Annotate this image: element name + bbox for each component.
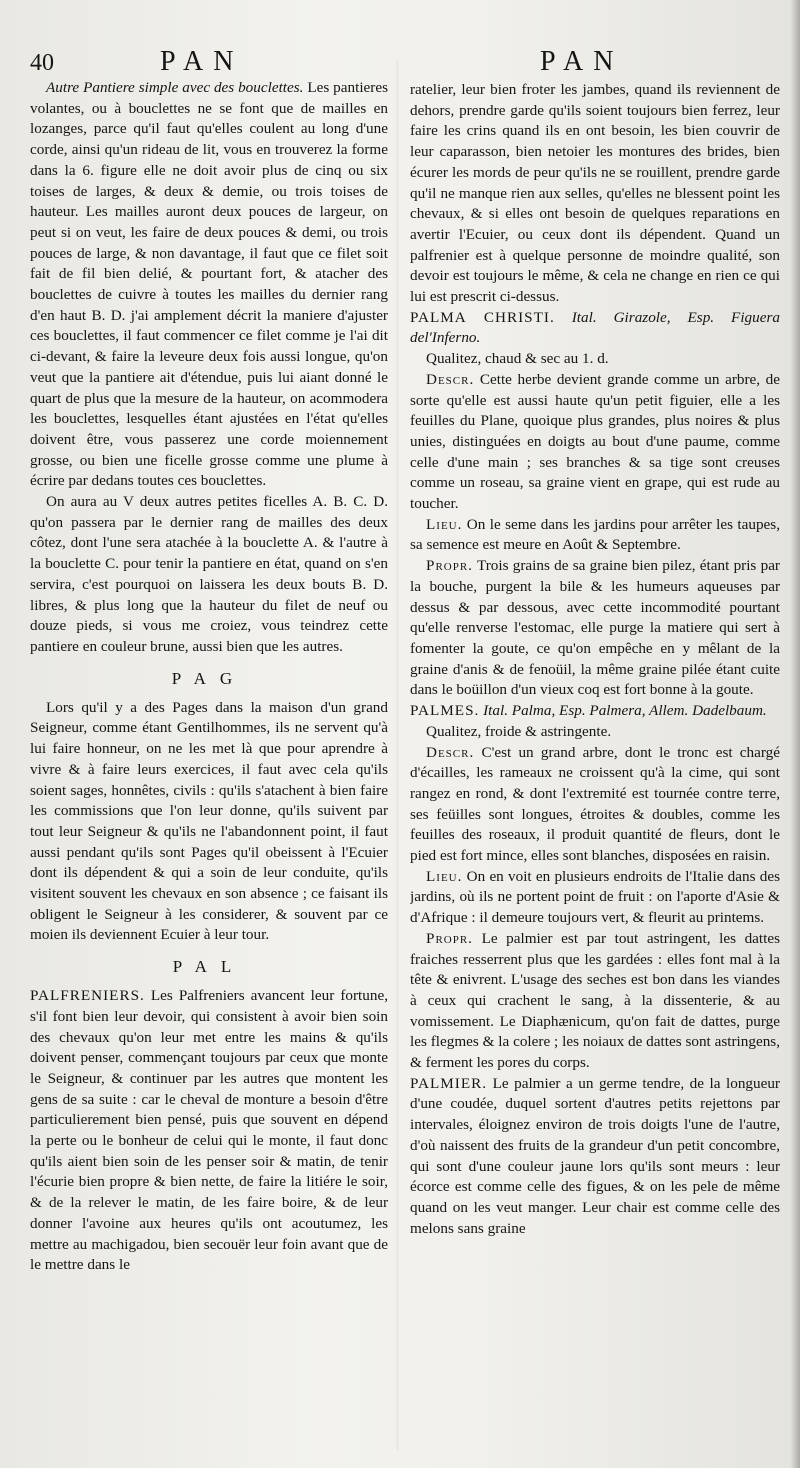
entry-title: PALFRENIERS.	[30, 987, 145, 1005]
paragraph-ficelles: On aura au V deux autres petites ficelles A. B. C. D. qu'on passera par le dernier rang de mailles des deux côtez, dont l'une sera atachée à la bouclette A. & l'autre à la bouclette C. pour tenir la pantiere en état, quand on s'en servira, c'est pourquoi on laissera les deux bouts B. D. libres, & plus long que la hauteur du filet de neuf ou douze pieds, si vous me croiez, vous teindrez cette pantiere en couleur brune, aussi bien que les autres.	[30, 493, 388, 655]
running-head-right: PAN	[540, 46, 624, 77]
paragraph-lead: Autre Pantiere simple avec des bouclettes.	[46, 79, 304, 96]
entry-names: Ital. Girazole, Esp. Figuera del'Inferno.	[410, 308, 780, 347]
entry-title: PALMES.	[410, 702, 480, 720]
palma-location: Lieu. On le seme dans les jardins pour arrêter les taupes, sa semence est meure en Août & Septembre.	[410, 515, 780, 554]
right-column	[410, 80, 780, 1460]
paragraph-text: Les pantieres volantes, ou à bouclettes ne se font que de mailles en lozanges, parce qu'il faut qu'elles coulent au long d'une corde, ainsi qu'un rideau de lit, vous en trouverez la forme dans la 6. figure elle ne doit avoir plus de cinq ou six toises de larges, & deux & demie, ou trois toises de hauteur. Les mailles auront deux pouces de largeur, on peut si on veut, les faire de deux pouces & demi, ou trois pouces de large, & non davantage, il faut que ce filet soit fait de fil bien delié, & pourtant fort, & atacher des bouclettes de cuivre à toutes les mailles du dernier rang d'en haut B. D. j'ai amplement décrit la maniere d'ajuster ces bouclettes, il faut commencer ce filet comme je l'ai dit ci-devant, & faire la leveure deux fois aussi longue, qu'on veut que la pantiere ait d'étendue, puis lui aiant donné le quart de plus que la mesure de la hauteur, on acommodera les bouclettes, lesquelles étant ajustées en l'état qu'elles doivent être, vous passerez une corde moiennement grosse, ou bien une ficelle grosse comme une plume à écrire par dedans toutes ces bouclettes.	[30, 79, 388, 490]
paragraph-pantiere	[30, 78, 388, 492]
palma-description: Descr. Cette herbe devient grande comme un arbre, de sorte qu'elle est aussi haute qu'un petit figuier, elle a les feuilles du Plane, quoique plus grandes, plus noires & plus unies, distinguées en doigts au bout d'une paume, comme celle d'une main ; ses branches & sa tige sont creuses comme un roseau, sa graine vient en grape, qui est rude au toucher.	[410, 370, 780, 513]
entry-names: Ital. Palma, Esp. Palmera, Allem. Dadelbaum.	[479, 702, 767, 720]
palma-qualities: Qualitez, chaud & sec au 1. d.	[426, 350, 609, 368]
entry-text: Le palmier a un germe tendre, de la longueur d'une coudée, duquel sortent d'autres petits rejettons par intervales, éloignez environ de trois doigts l'une de l'autre, d'où naissent des fruits de la grandeur d'un petit concombre, qui sont d'une couleur jaune lors qu'ils sont meurs : leur écorce est comme celle des figues, & on les pele de même quand on les veut manger. Leur chair est comme celle des melons sans graine	[410, 1074, 780, 1237]
entry-palfreniers	[30, 986, 388, 1276]
entry-title: PALMA CHRISTI.	[410, 308, 555, 326]
palmes-location: Lieu. On en voit en plusieurs endroits de l'Italie dans des jardins, où ils ne portent point de fruit : on l'aporte d'Asie & d'Afrique : il demeure toujours vert, & fleurit au printems.	[410, 867, 780, 927]
palmes-description: Descr. C'est un grand arbre, dont le tronc est chargé d'écailles, les rameaux ne croissent qu'à la cime, qui sont rangez en rond, & dont l'extremité est tournée contre terre, ses feüilles sont longues, étroites & doubles, comme les feuilles des roseaux, il produit quantité de fleurs, dont le pied est fort mince, elles sont blanches, disposées en raisin.	[410, 743, 780, 865]
section-heading-pal: PAL	[172, 957, 246, 977]
page-number: 40	[30, 50, 54, 76]
palma-properties: Propr. Trois grains de sa graine bien pilez, étant pris par la bouche, purgent la bile & les humeurs aqueuses par dessus & par dessous, avec cette incommodité pourtant qu'elle renverse l'estomac, elle purge la matiere qui sert à fomenter la goute, ce qu'on empêche en y mêlant de la graine d'anis & de fenoüil, la même graine pilée étant cuite dans le boüillon d'un vieux coq est fort bonne à la goute.	[410, 557, 780, 699]
entry-text: Les Palfreniers avancent leur fortune, s'il font bien leur devoir, qui consistent à avoir bien soin des chevaux qu'on leur met entre les mains & qu'ils doivent penser, commençant toujours par ceux que monte le Seigneur, & continuer par les autres que montent les gens de sa suite : car le cheval de monture a besoin d'être particulierement bien pensé, puis que souvent en dépend la perte ou le bonheur de celui qui le monte, il faut donc qu'ils aient bien soin de les penser soir & matin, de tenir l'écurie bien propre & bien nette, de faire la litiére le soir, & de la relever le matin, de les faire boire, & de leur donner l'avoine aux heures qu'ils ont acoutumez, les mettre au machigadou, bien secouër leur foin avant que de le mettre dans le	[30, 987, 388, 1274]
page-gutter	[396, 60, 399, 1450]
entry-palmes	[410, 701, 780, 722]
page-edge-shadow	[790, 0, 800, 1468]
entry-title: PALMIER.	[410, 1074, 488, 1092]
entry-palma-christi	[410, 308, 780, 349]
paragraph-palfreniers-continued: ratelier, leur bien froter les jambes, quand ils reviennent de dehors, prendre garde qu'ils soient toujours bien ferrez, leur faire les crins quand ils en ont besoin, les bien couvrir de leur caparasson, bien netoier les montures des brides, bien écurer les mords de peur qu'ils ne se rouillent, prendre garde qu'il ne manque rien aux selles, qu'elles ne blessent point les chevaux, & si elles ont besoin de quelques reparations en avertir l'Ecuier, ou ceux dont ils dépendent. Quand un palfrenier est à quelque personne de moindre qualité, son devoir est toujours le même, & cela ne change en rien ce qui lui est prescrit ci-dessus.	[410, 81, 780, 306]
left-column	[30, 78, 388, 1458]
palmes-properties: Propr. Le palmier est par tout astringent, les dattes fraiches resserrent plus que les gardées : elles font mal à la tête & enivrent. L'usage des seches est bon dans les viandes à ceux qui crachent le sang, à la dissenterie, & au vomissement. Le Diaphænicum, qu'on fait de dattes, purge les flegmes & la colere ; les noiaux de dattes sont astringens, & ferment les pores du corps.	[410, 929, 780, 1072]
entry-palmier	[410, 1074, 780, 1240]
palmes-qualities: Qualitez, froide & astringente.	[426, 722, 612, 740]
paragraph-pages: Lors qu'il y a des Pages dans la maison d'un grand Seigneur, comme étant Gentilhommes, ils ne servent qu'à lui faire honneur, on ne les met là que pour aprendre à vivre & à faire leurs exercices, il faut avec cela qu'ils soient sages, honnêtes, civils : qu'ils s'atachent à bien faire les commissions que l'on leur donne, qu'ils suivent par tout leur Seigneur & qu'ils ne l'abandonnent point, il faut aussi pendant qu'ils sont Pages qu'il obeissent à l'Ecuier dont ils dépendent & qui a soin de leur conduite, qu'ils visitent souvent les chevaux en son absence ; ce faisant ils obligent le Seigneur à les considerer, & souvent par ce moien ils deviennent Ecuier à leur tour.	[30, 698, 388, 944]
section-heading-pag: PAG	[171, 668, 247, 688]
running-head-left: PAN	[160, 46, 244, 77]
